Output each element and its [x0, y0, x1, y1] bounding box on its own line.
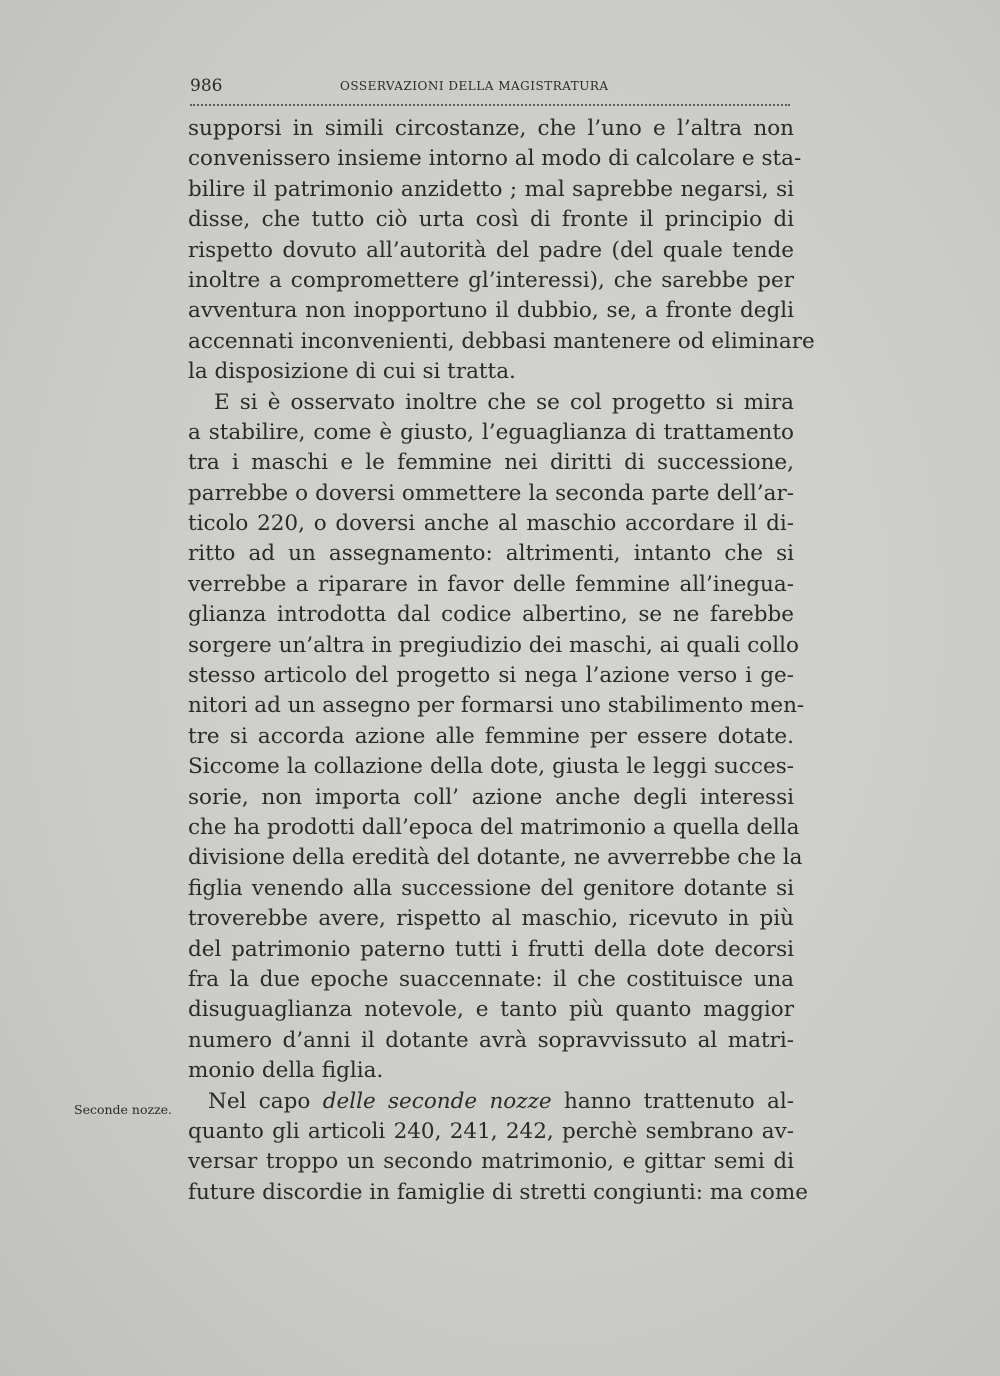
text-line: future discordie in famiglie di stretti congiunti: ma come — [188, 1179, 808, 1205]
text-line: bilire il patrimonio anzidetto ; mal saprebbe negarsi, si — [188, 176, 794, 202]
text-line: E si è osservato inoltre che se col progetto si mira — [214, 389, 794, 415]
text-line: troverebbe avere, rispetto al maschio, ricevuto in più — [188, 906, 794, 932]
text-line: disuguaglianza notevole, e tanto più quanto maggior — [188, 997, 794, 1023]
text-line: ticolo 220, o doversi anche al maschio accordare il di- — [188, 511, 794, 537]
text-line: sorgere un’altra in pregiudizio dei maschi, ai quali collo — [188, 632, 799, 658]
text-line: che ha prodotti dall’epoca del matrimonio a quella della — [188, 814, 800, 840]
body-text — [188, 114, 815, 1208]
text-line: figlia venendo alla successione del genitore dotante si — [188, 875, 794, 901]
text-line: ritto ad un assegnamento: altrimenti, intanto che si — [188, 541, 794, 567]
text-line: nitori ad un assegno per formarsi uno stabilimento men- — [188, 693, 805, 719]
text-line: supporsi in simili circostanze, che l’uno e l’altra non — [188, 116, 794, 141]
margin-note: Seconde nozze. — [74, 1102, 173, 1117]
running-head — [190, 76, 790, 100]
text-line: avventura non inopportuno il dubbio, se, a fronte degli — [188, 298, 794, 324]
text-line-heading — [188, 1087, 794, 1117]
text-line: tra i maschi e le femmine nei diritti di successione, — [188, 450, 794, 476]
text-line: a stabilire, come è giusto, l’eguaglianza di trattamento — [188, 419, 794, 445]
italic-phrase: delle seconde nozze — [322, 1088, 552, 1114]
text-line: quanto gli articoli 240, 241, 242, perchè sembrano av- — [188, 1118, 794, 1144]
header-rule — [190, 104, 790, 106]
text-line: del patrimonio paterno tutti i frutti della dote decorsi — [188, 936, 794, 962]
page-number: 986 — [190, 76, 223, 96]
text-line: monio della figlia. — [188, 1058, 384, 1084]
text-line: versar troppo un secondo matrimonio, e gittar semi di — [188, 1149, 794, 1175]
text-line: parrebbe o doversi ommettere la seconda parte dell’ar- — [188, 480, 794, 506]
line-prefix: Nel capo — [208, 1088, 323, 1114]
text-line: glianza introdotta dal codice albertino, se ne farebbe — [188, 602, 794, 628]
line-suffix: hanno trattenuto al- — [551, 1088, 794, 1114]
text-line: tre si accorda azione alle femmine per essere dotate. — [188, 723, 794, 749]
text-line: inoltre a compromettere gl’interessi), che sarebbe per — [188, 267, 794, 293]
text-line: sorie, non importa coll’ azione anche degli interessi — [188, 784, 794, 810]
text-line: numero d’anni il dotante avrà sopravvissuto al matri- — [188, 1027, 794, 1053]
text-line: convenissero insieme intorno al modo di calcolare e sta- — [188, 146, 802, 172]
text-line: stesso articolo del progetto si nega l’azione verso i ge- — [188, 663, 794, 689]
text-line: disse, che tutto ciò urta così di fronte il principio di — [188, 207, 794, 233]
text-line: verrebbe a riparare in favor delle femmine all’inegua- — [188, 571, 794, 597]
text-line: la disposizione di cui si tratta. — [188, 359, 516, 385]
text-line: divisione della eredità del dotante, ne avverrebbe che la — [188, 845, 803, 871]
running-title: OSSERVAZIONI DELLA MAGISTRATURA — [340, 79, 609, 93]
text-line: Siccome la collazione della dote, giusta le leggi succes- — [188, 754, 794, 780]
text-line: fra la due epoche suaccennate: il che costituisce una — [188, 966, 794, 992]
text-line: rispetto dovuto all’autorità del padre (del quale tende — [188, 237, 794, 263]
text-line: accennati inconvenienti, debbasi mantenere od eliminare — [188, 328, 815, 354]
